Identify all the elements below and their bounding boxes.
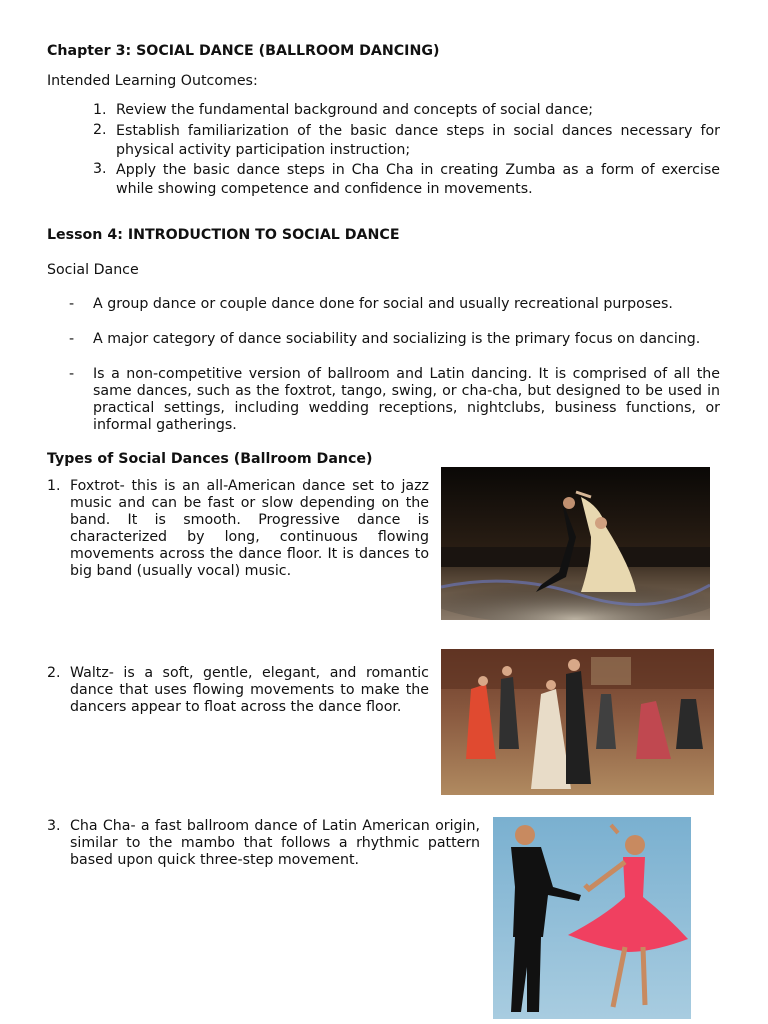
bullet-dash: - bbox=[69, 331, 75, 347]
list-text: Foxtrot- this is an all-American dance set to jazz music and can be fast or slow depending on the band. It is smooth. Progressive dance is characterized by long, continuous flowing movements across the dance floor. It is dances to big band (usually vocal) music. bbox=[70, 478, 429, 579]
cha-cha-photo bbox=[493, 817, 691, 1019]
list-number: 3. bbox=[47, 818, 61, 834]
list-text: Review the fundamental background and concepts of social dance; bbox=[116, 102, 594, 118]
list-text: A major category of dance sociability and socializing is the primary focus on dancing. bbox=[93, 331, 701, 347]
list-text: Waltz- is a soft, gentle, elegant, and romantic dance that uses flowing movements to make the dancers appear to float across the dance floor. bbox=[70, 665, 429, 715]
list-number: 2. bbox=[93, 122, 107, 138]
bullet-dash: - bbox=[69, 366, 75, 382]
lesson-title: Lesson 4: INTRODUCTION TO SOCIAL DANCE bbox=[47, 227, 400, 243]
list-text: Apply the basic dance steps in Cha Cha in creating Zumba as a form of exercise while showing competence and confidence in movements. bbox=[116, 162, 720, 197]
list-number: 1. bbox=[47, 478, 61, 494]
list-number: 1. bbox=[93, 102, 107, 118]
list-number: 3. bbox=[93, 161, 107, 177]
list-number: 2. bbox=[47, 665, 61, 681]
chapter-title: Chapter 3: SOCIAL DANCE (BALLROOM DANCING) bbox=[47, 43, 440, 59]
list-text: Cha Cha- a fast ballroom dance of Latin American origin, similar to the mambo that follows a rhythmic pattern based upon quick three-step movement. bbox=[70, 818, 480, 868]
foxtrot-photo bbox=[441, 467, 710, 620]
list-text: Establish familiarization of the basic dance steps in social dances necessary for physical activity participation instruction; bbox=[116, 123, 720, 158]
outcomes-heading: Intended Learning Outcomes: bbox=[47, 73, 258, 89]
list-text: A group dance or couple dance done for social and usually recreational purposes. bbox=[93, 296, 673, 312]
social-dance-label: Social Dance bbox=[47, 262, 139, 278]
types-heading: Types of Social Dances (Ballroom Dance) bbox=[47, 451, 373, 467]
list-text: Is a non-competitive version of ballroom and Latin dancing. It is comprised of all the same dances, such as the foxtrot, tango, swing, or cha-cha, but designed to be used in practical settings, including wedding receptions, nightclubs, business functions, or informal gatherings. bbox=[93, 366, 720, 433]
waltz-photo bbox=[441, 649, 714, 795]
bullet-dash: - bbox=[69, 296, 75, 312]
